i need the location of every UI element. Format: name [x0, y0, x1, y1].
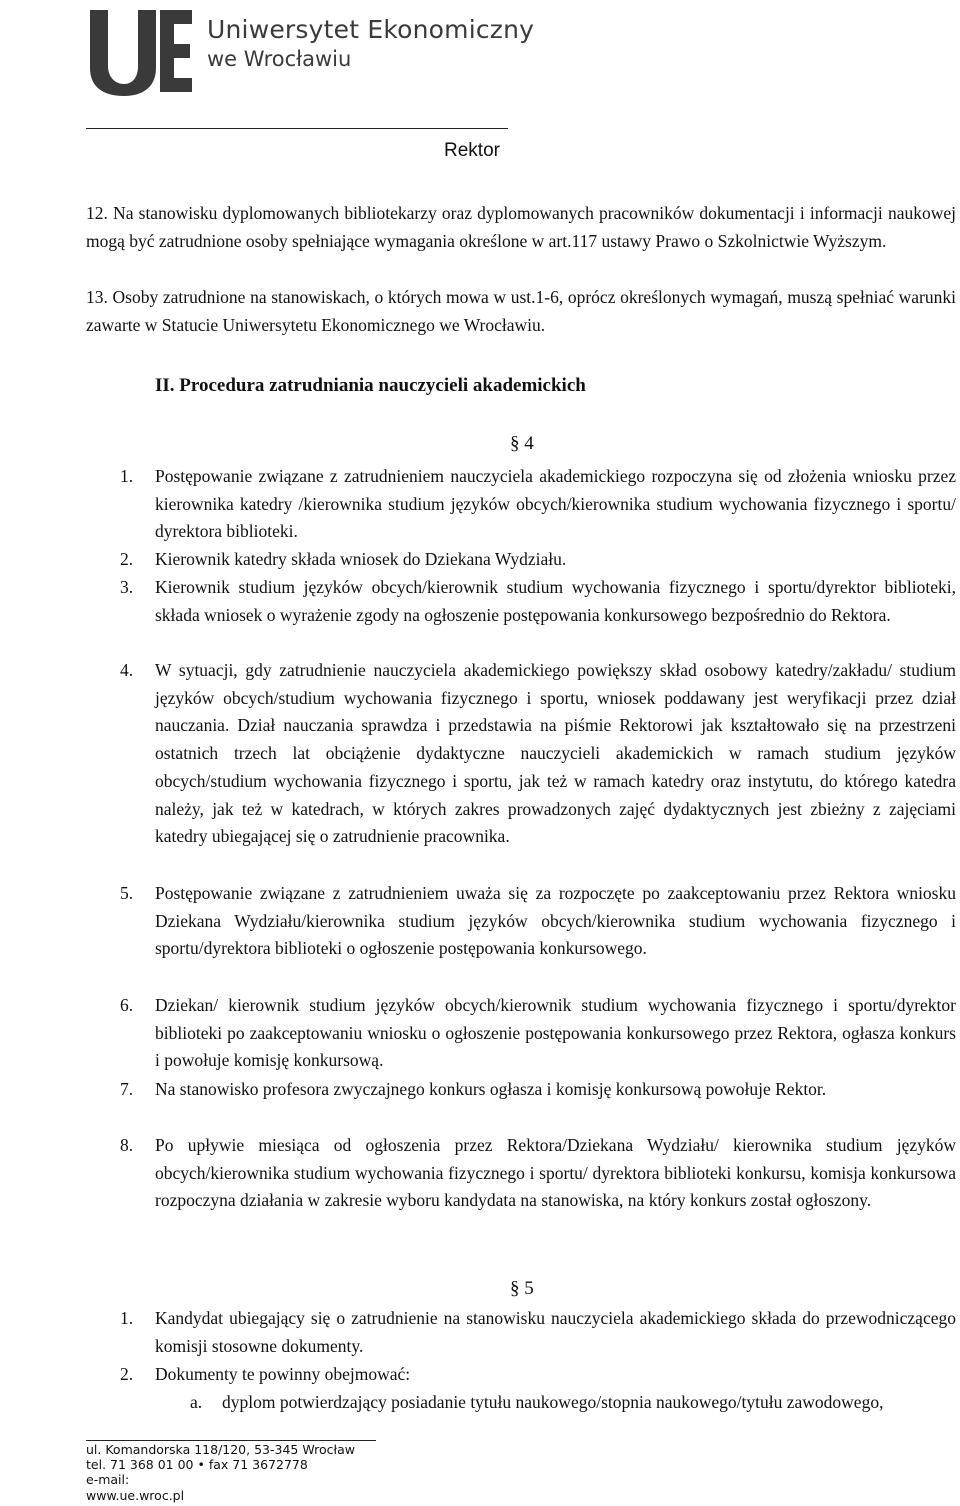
section-title: II. Procedura zatrudniania nauczycieli akademickich: [155, 375, 586, 396]
paragraph-sign-4: § 4: [510, 433, 534, 454]
university-name: [207, 14, 534, 72]
header-role: Rektor: [444, 140, 500, 161]
list-item-number: 4.: [120, 660, 134, 680]
list-item-number: 7.: [120, 1079, 134, 1099]
footer-website-link[interactable]: www.ue.wroc.pl: [86, 1487, 185, 1503]
footer-address: ul. Komandorska 118/120, 53-345 Wrocław: [86, 1442, 355, 1457]
list-item: W sytuacji, gdy zatrudnienie nauczyciela akademickiego powiększy skład osobowy katedry/zakładu/ studium języków obcych/studium wychowania fizycznego i sportu, wniosek poddawany jest weryfikacji przez dział nauczania. Dział nauczania sprawdza i przedstawia na piśmie Rektorowi jak kształtowało się na przestrzeni ostatnich trzech lat obciążenie dydaktyczne nauczycieli akademickich w ramach studium języków obcych/studium wychowania fizycznego i sportu, jak też w ramach katedry oraz instytutu, do którego katedra należy, jak też w katedrach, w których zakres prowadzonych zajęć dydaktycznych jest zbieżny z zajęciami katedry ubiegającej się o zatrudnienie pracownika.: [155, 660, 956, 847]
footer-email: e-mail:: [86, 1472, 130, 1488]
list-item: Dokumenty te powinny obejmować:: [155, 1364, 411, 1384]
sub-item: dyplom potwierdzający posiadanie tytułu naukowego/stopnia naukowego/tytułu zawodowego,: [222, 1392, 884, 1412]
list-item: Po upływie miesiąca od ogłoszenia przez Rektora/Dziekana Wydziału/ kierownika studium języków obcych/kierownika studium wychowania fizycznego i sportu/ dyrektora biblioteki konkursu, komisja konkursowa rozpoczyna działania w zakresie wyboru kandydata na stanowiska, na który konkurs został ogłoszony.: [155, 1135, 956, 1211]
list-item: Dziekan/ kierownik studium języków obcych/kierownik studium wychowania fizycznego i sportu/dyrektor biblioteki po zaakceptowaniu wniosku o ogłoszenie postępowania konkursowego przez Rektora, ogłasza konkurs i powołuje komisję konkursową.: [155, 995, 956, 1071]
list-item-number: 3.: [120, 577, 134, 597]
paragraph-13: 13. Osoby zatrudnione na stanowiskach, o których mowa w ust.1-6, oprócz określonych wymagań, muszą spełniać warunki zawarte w Statucie Uniwersytetu Ekonomicznego we Wrocławiu.: [86, 287, 956, 335]
paragraph-sign-5: § 5: [510, 1278, 534, 1299]
footer-divider: [86, 1440, 376, 1441]
university-logo-icon: [86, 6, 196, 96]
list-item-number: 1.: [120, 1308, 134, 1328]
footer-phone: tel. 71 368 01 00 • fax 71 3672778: [86, 1457, 308, 1473]
list-item: Kandydat ubiegający się o zatrudnienie na stanowisku nauczyciela akademickiego składa do przewodniczącego komisji stosowne dokumenty.: [155, 1308, 956, 1356]
sub-item-letter: a.: [190, 1392, 203, 1412]
list-item: Kierownik studium języków obcych/kierownik studium wychowania fizycznego i sportu/dyrektor biblioteki, składa wniosek o wyrażenie zgody na ogłoszenie postępowania konkursowego bezpośrednio do Rektora.: [155, 577, 956, 625]
list-item-number: 8.: [120, 1135, 134, 1155]
list-item-number: 6.: [120, 995, 134, 1015]
paragraph-12: 12. Na stanowisku dyplomowanych bibliotekarzy oraz dyplomowanych pracowników dokumentacji i informacji naukowej mogą być zatrudnione osoby spełniające wymagania określone w art.117 ustawy Prawo o Szkolnictwie Wyższym.: [86, 203, 956, 251]
list-item: Na stanowisko profesora zwyczajnego konkurs ogłasza i komisję konkursową powołuje Rektor.: [155, 1079, 827, 1099]
header-divider: [86, 128, 508, 129]
list-item: Postępowanie związane z zatrudnieniem uważa się za rozpoczęte po zaakceptowaniu przez Rektora wniosku Dziekana Wydziału/kierownika studium języków obcych/kierownika studium wychowania fizycznego i sportu/dyrektora biblioteki o ogłoszenie postępowania konkursowego.: [155, 883, 956, 959]
list-item-number: 1.: [120, 466, 134, 486]
university-name-line1: Uniwersytet Ekonomiczny: [207, 15, 535, 44]
footer: [86, 1442, 355, 1503]
list-item-number: 2.: [120, 1364, 134, 1384]
list-item-number: 2.: [120, 549, 134, 569]
list-item: Postępowanie związane z zatrudnieniem nauczyciela akademickiego rozpoczyna się od złożenia wniosku przez kierownika katedry /kierownika studium języków obcych/kierownika studium wychowania fizycznego i sportu/ dyrektora biblioteki.: [155, 466, 956, 542]
list-item: Kierownik katedry składa wniosek do Dziekana Wydziału.: [155, 549, 567, 569]
list-item-number: 5.: [120, 883, 134, 903]
university-name-line2: we Wrocławiu: [207, 47, 352, 71]
